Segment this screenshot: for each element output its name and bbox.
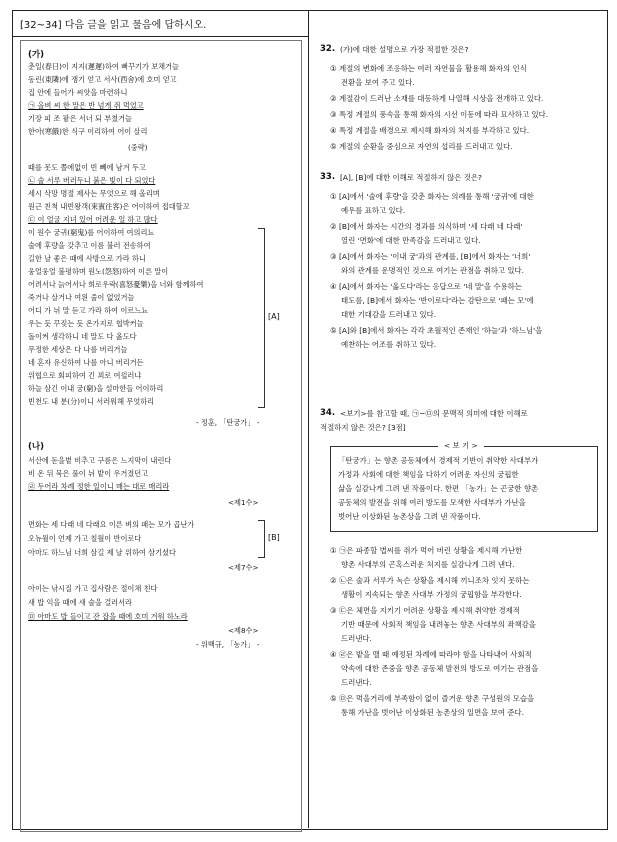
q33-option-cont: 예찬하는 어조를 취하고 있다. — [341, 340, 437, 349]
ga-line: 길한 날 좋은 때에 사방으로 가라 하니 — [28, 254, 146, 263]
q33-option-cont: 대한 기대감을 드러내고 있다. — [341, 310, 437, 319]
passage-ga-label: (가) — [28, 50, 44, 60]
q34-option[interactable]: ③ ㉢은 체면을 지키기 어려운 상황을 제시해 취약한 경제적 — [330, 606, 520, 615]
q32-option[interactable]: ③ 특정 계절의 풍속을 통해 화자의 시선 이동에 따라 묘사하고 있다. — [330, 110, 549, 119]
na-line: 오뉴월이 언제 가고 칠월이 반이로다 — [28, 534, 142, 543]
stanza-label: <제1수> — [228, 498, 259, 507]
q33-option-cont: 와의 관계를 운명적인 것으로 여기는 관점을 취하고 있다. — [341, 266, 525, 275]
example-box-title: < 보 기 > — [438, 440, 484, 451]
na-line-underlined: ㉤ 아마도 밥 들이고 잔 잡을 때에 호미 겨워 하노라 — [28, 612, 188, 621]
q33-stem: [A], [B]에 대한 이해로 적절하지 않은 것은? — [340, 173, 482, 182]
ga-line-underlined: ㉠ 올벼 씨 한 말은 반 넘게 쥐 먹었고 — [28, 101, 144, 110]
q33-option[interactable]: ② [B]에서 화자는 시간의 경과를 의식하며 '세 다래 네 다래' — [330, 222, 523, 231]
q34-option-cont: 생활이 지속되는 향촌 사대부 가정의 궁핍함을 부각한다. — [341, 590, 522, 599]
example-line: 가정과 사회에 대한 책임을 다하기 어려운 자신의 궁핍한 — [338, 470, 519, 479]
example-line: 삶을 실감나게 그려 낸 작품이다. 한편 「농가」는 곤궁한 향촌 — [338, 484, 539, 493]
q32-option[interactable]: ① 계절의 변화에 조응하는 여러 자연물을 활용해 화자의 인식 — [330, 64, 527, 73]
ga-line: 네 혼자 유신하여 나를 아니 버리거든 — [28, 358, 144, 367]
q33-option[interactable]: ⑤ [A]와 [B]에서 화자는 각각 초월적인 존재인 '하늘'과 '하느님'을 — [330, 326, 543, 335]
passage-na-label: (나) — [28, 442, 44, 452]
ga-line: 세시 삭망 명절 제사는 무엇으로 해 올리며 — [28, 189, 160, 198]
q34-option-cont: 드러낸다. — [341, 678, 372, 687]
q32-option[interactable]: ④ 특정 계절을 배경으로 제시해 화자의 처지를 부각하고 있다. — [330, 126, 530, 135]
stanza-label: <제8수> — [228, 626, 259, 635]
ga-line: 집 안에 들어가 씨앗을 마련하니 — [28, 88, 128, 97]
example-line: 「탄궁가」는 향촌 공동체에서 경제적 기반이 취약한 사대부가 — [338, 456, 539, 465]
q33-option-cont: 열린 '면화'에 대한 만족감을 드러내고 있다. — [341, 236, 481, 245]
ga-line-underlined: ㉢ 이 얼굴 지녀 있어 어려운 일 하고 많다 — [28, 215, 158, 224]
q34-option[interactable]: ⑤ ㉤은 먹을거리에 부족함이 없이 즐거운 향촌 구성원의 모습을 — [330, 694, 535, 703]
ga-line: 위협으로 회피하여 긴 꾀로 여읠러냐 — [28, 371, 142, 380]
na-line: 새 밥 익을 때에 새 술을 걸러서라 — [28, 598, 132, 607]
ga-line: 돌이켜 생각하니 네 말도 다 옳도다 — [28, 332, 137, 341]
ga-line: 때를 못도 쫄에없이 빈 뻬에 남겨 두고 — [28, 163, 146, 172]
bracket-b-label: [B] — [268, 533, 280, 542]
column-divider — [308, 10, 309, 828]
ga-line-underlined: ㉡ 술 서루 버러두니 붉은 빛이 다 되었다 — [28, 176, 156, 185]
q33-number: 33. — [320, 172, 336, 182]
ga-line: 이 원수 궁귀(窮鬼)를 어이하여 여의리뇨 — [28, 228, 155, 237]
bracket-b — [258, 520, 265, 558]
na-line: 서산에 돋을볕 비추고 구름은 느지막이 내린다 — [28, 456, 172, 465]
ga-line: 한아(寒餓)한 식구 이리하여 어이 살리 — [28, 127, 148, 136]
ga-line: 무정한 세상은 다 나를 버리거늘 — [28, 345, 128, 354]
ga-line: 원근 친척 내빈왕객(來賓往客)은 어이하여 접대할꼬 — [28, 202, 190, 211]
question-header — [12, 10, 308, 37]
ga-line: 어려서나 늙어서나 희로우락(喜怒憂樂)을 너와 함께하여 — [28, 280, 204, 289]
q34-stem: <보기>를 참고할 때, ㉠~㉤의 문맥적 의미에 대한 이해로 — [340, 409, 528, 418]
passage-box — [20, 40, 302, 832]
example-line: 공동체의 발전을 위해 여러 방도를 모색한 사대부가 가난을 — [338, 498, 526, 507]
header-text: [32~34] 다음 글을 읽고 물음에 답하시오. — [20, 20, 207, 31]
q34-option-cont: 드러낸다. — [341, 634, 372, 643]
example-line: 벗어난 이상화된 농촌상을 그려 낸 작품이다. — [338, 512, 481, 521]
ga-line: 하늘 삼긴 이내 궁(窮)을 설마한들 어이하리 — [28, 384, 164, 393]
source-na: - 위백규, 「농가」 - — [196, 640, 260, 649]
ga-line: 웅얼웅얼 불평하며 원노(怨怒)하여 이른 말이 — [28, 267, 169, 276]
ga-line: 어디 가 뉘 말 듣고 가라 하여 이르느뇨 — [28, 306, 149, 315]
q34-option[interactable]: ① ㉠은 파종할 볍씨를 쥐가 먹어 버린 상황을 제시해 가난한 — [330, 546, 523, 555]
na-line: 면화는 세 다래 네 다래요 이른 벼의 패는 모가 곱난가 — [28, 520, 195, 529]
q32-option[interactable]: ② 계절감이 드러난 소재를 대등하게 나열해 시상을 전개하고 있다. — [330, 94, 544, 103]
q33-option-cont: 예우를 표하고 있다. — [341, 206, 406, 215]
q32-option-cont: 전환을 보여 주고 있다. — [341, 78, 415, 87]
na-line-underlined: ㉣ 두어라 차례 정한 일이니 매는 대로 매리라 — [28, 482, 170, 491]
bracket-a-label: [A] — [268, 312, 280, 321]
stanza-label: <제7수> — [228, 563, 259, 572]
ga-line: 춘일(春日)이 지지(遲遲)하여 뻐꾸기가 보채거늘 — [28, 62, 179, 71]
q34-stem-cont: 적절하지 않은 것은? [3점] — [320, 423, 406, 432]
na-line: 아마도 하느님 너희 삼길 제 날 위하여 삼기셨다 — [28, 548, 176, 557]
q34-option-cont: 향촌 사대부의 곤혹스러운 처지를 실감나게 그려 낸다. — [341, 560, 515, 569]
ga-line: 빈천도 내 분(分)이니 서러워해 무엇하리 — [28, 397, 155, 406]
q33-option[interactable]: ④ [A]에서 화자는 '옳도다'라는 응답으로 '네 말'을 수용하는 — [330, 282, 522, 291]
q33-option[interactable]: ① [A]에서 '술에 후량'을 갖춘 화자는 의례를 통해 '궁귀'에 대한 — [330, 192, 534, 201]
q34-option-cont: 기반 때문에 사회적 책임을 내려놓는 향촌 사대부의 좌책감을 — [341, 620, 536, 629]
omission-mark: (중략) — [128, 143, 148, 152]
q34-option[interactable]: ② ㉡은 술과 서루가 녹슨 상황을 제시해 끼니조차 잇지 못하는 — [330, 576, 530, 585]
ga-line: 기장 피 조 팥은 서너 되 부쳤거늘 — [28, 114, 132, 123]
q34-option-cont: 통해 가난을 벗어난 이상화된 농촌상의 일면을 보여 준다. — [341, 708, 525, 717]
ga-line: 죽거나 살거나 여읜 줄이 없었거늘 — [28, 293, 135, 302]
q33-option-cont: 태도를, [B]에서 화자는 '반이로다'라는 감탄으로 '패는 모'에 — [341, 296, 534, 305]
q34-option[interactable]: ④ ㉣은 밭을 맬 때 예정된 차례에 따라야 함을 나타내어 사회적 — [330, 650, 532, 659]
ga-line: 동린(東隣)에 쟁기 얻고 서사(西舍)에 호미 얻고 — [28, 75, 177, 84]
q33-option[interactable]: ③ [A]에서 화자는 '이내 궁'과의 관계를, [B]에서 화자는 '너희' — [330, 252, 531, 261]
bracket-a — [258, 228, 265, 408]
ga-line: 술에 후량을 갖추고 이름 불러 전송하여 — [28, 241, 151, 250]
ga-line: 우는 듯 꾸짖는 듯 온가지로 협박커늘 — [28, 319, 144, 328]
q34-option-cont: 약속에 대한 존중을 향촌 공동체 발전의 방도로 여기는 관점을 — [341, 664, 539, 673]
q32-number: 32. — [320, 44, 336, 54]
q32-stem: (가)에 대한 설명으로 가장 적절한 것은? — [340, 45, 469, 54]
q32-option[interactable]: ⑤ 계절의 순환을 중심으로 자연의 섭리를 드러내고 있다. — [330, 142, 513, 151]
q34-number: 34. — [320, 408, 336, 418]
na-line: 비 온 뒤 묵은 풀이 뉘 밭이 우거졌던고 — [28, 469, 149, 478]
source-ga: - 정훈, 「탄궁가」 - — [196, 418, 260, 427]
na-line: 아이는 낚시질 가고 집사람은 절이채 친다 — [28, 584, 158, 593]
